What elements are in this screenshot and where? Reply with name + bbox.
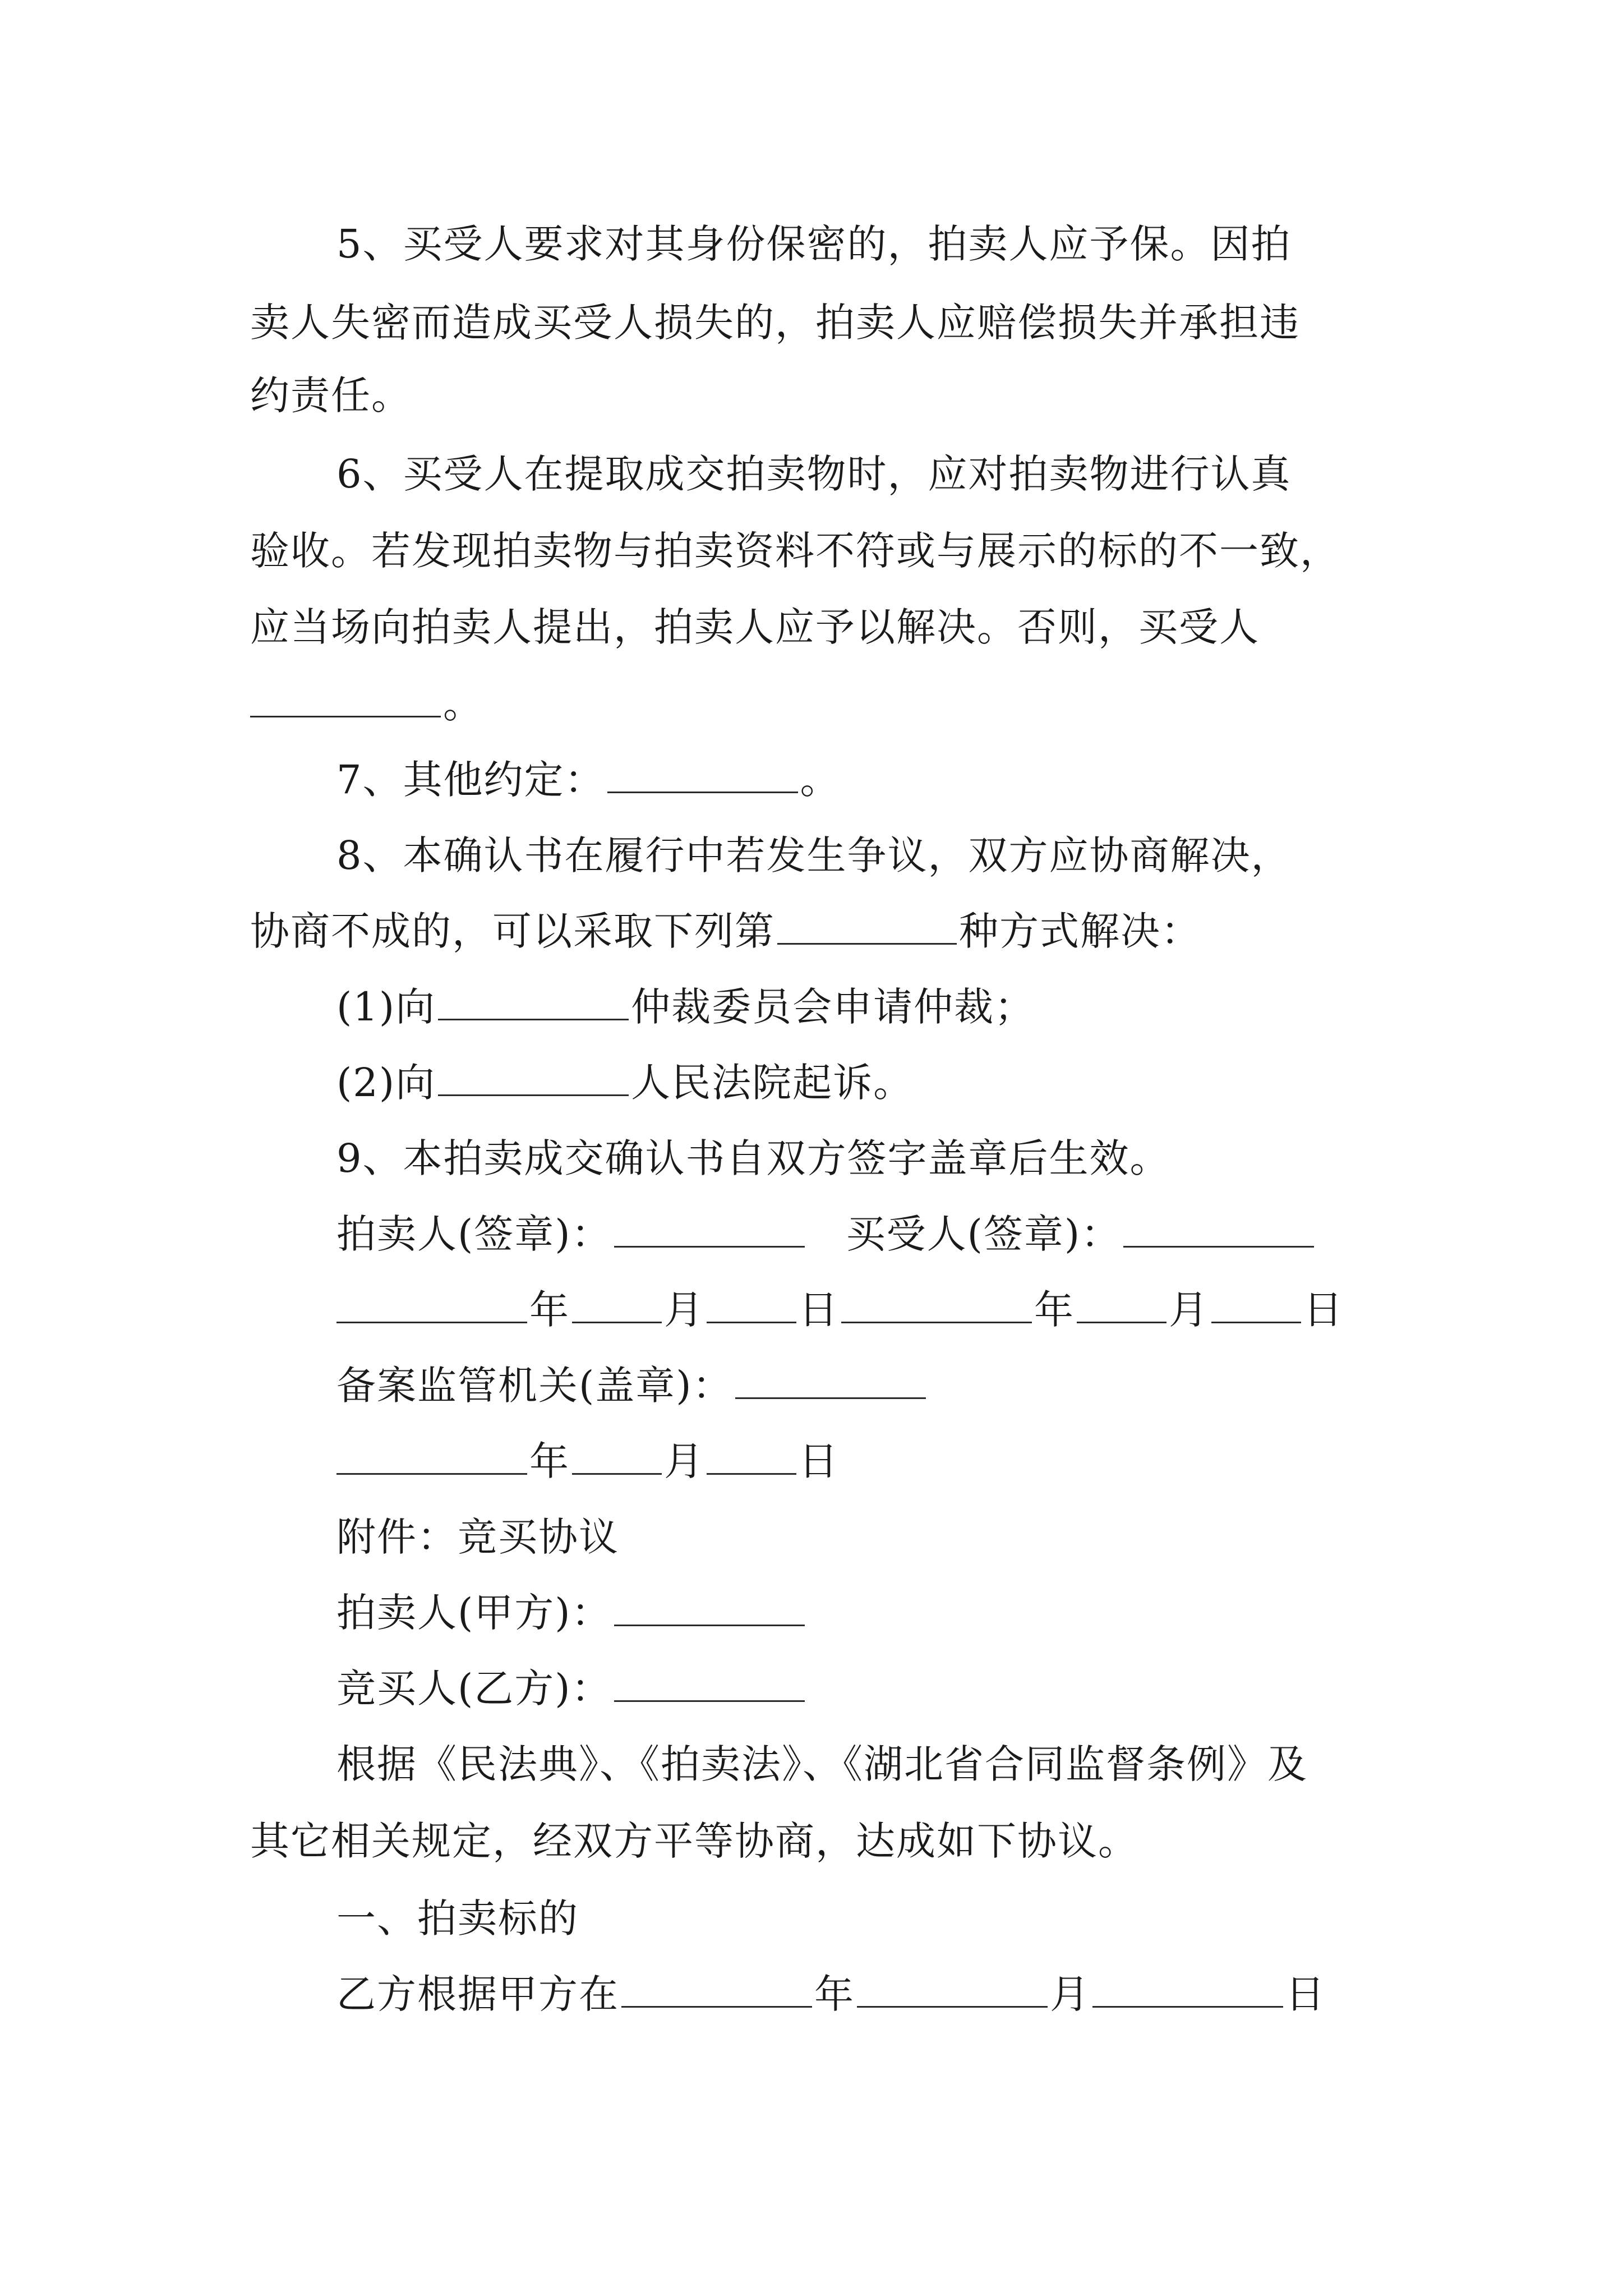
fill-blank[interactable]	[614, 1585, 805, 1626]
fill-blank[interactable]	[1211, 1282, 1301, 1323]
clause-6-line-3: 应当场向拍卖人提出，拍卖人应予以解决。否则，买受人	[250, 604, 1260, 650]
fill-blank[interactable]	[438, 1055, 629, 1096]
section-1-heading: 一、拍卖标的	[336, 1895, 579, 1941]
date-line-2: 年 月 日	[336, 1433, 839, 1489]
clause-8-line-2: 协商不成的，可以采取下列第 种方式解决：	[250, 903, 1201, 959]
clause-6-line-4: 。	[250, 676, 483, 732]
date-line-1: 年 月 日 年 月 日	[336, 1282, 1344, 1338]
clause-6-line-2: 验收。若发现拍卖物与拍卖资料不符或与展示的标的不一致，	[250, 528, 1340, 574]
fill-blank[interactable]	[1123, 1207, 1314, 1248]
fill-blank[interactable]	[1092, 1967, 1283, 2008]
clause-8-line-1: 8、本确认书在履行中若发生争议，双方应协商解决，	[336, 832, 1292, 878]
clause-8-option-1: (1)向 仲裁委员会申请仲裁；	[336, 979, 1035, 1035]
fill-blank[interactable]	[614, 1661, 805, 1702]
fill-blank[interactable]	[572, 1282, 662, 1323]
fill-blank[interactable]	[777, 904, 957, 945]
clause-5-line-3: 约责任。	[250, 372, 412, 418]
fill-blank[interactable]	[250, 677, 441, 717]
fill-blank[interactable]	[707, 1434, 796, 1475]
clause-5-line-2: 卖人失密而造成买受人损失的，拍卖人应赔偿损失并承担违	[250, 300, 1300, 346]
preamble-line-1: 根据《民法典》、《拍卖法》、《湖北省合同监督条例》及	[336, 1741, 1308, 1787]
clause-9: 9、本拍卖成交确认书自双方签字盖章后生效。	[336, 1135, 1170, 1181]
section-1-line-1: 乙方根据甲方在 年 月 日	[336, 1966, 1326, 2022]
signature-line: 拍卖人(签章)： 买受人(签章)：	[336, 1206, 1316, 1262]
preamble-line-2: 其它相关规定，经双方平等协商，达成如下协议。	[250, 1818, 1138, 1864]
fill-blank[interactable]	[1077, 1282, 1166, 1323]
fill-blank[interactable]	[841, 1282, 1032, 1323]
clause-7: 7、其他约定： 。	[336, 752, 841, 808]
fill-blank[interactable]	[438, 979, 629, 1020]
fill-blank[interactable]	[336, 1282, 527, 1323]
fill-blank[interactable]	[621, 1967, 812, 2008]
filing-authority-line: 备案监管机关(盖章)：	[336, 1358, 928, 1414]
clause-5-line-1: 5、买受人要求对其身份保密的，拍卖人应予保。因拍	[336, 221, 1292, 267]
fill-blank[interactable]	[607, 752, 798, 793]
clause-6-line-1: 6、买受人在提取成交拍卖物时，应对拍卖物进行认真	[336, 451, 1292, 497]
fill-blank[interactable]	[857, 1967, 1048, 2008]
fill-blank[interactable]	[735, 1358, 926, 1399]
attachment-title: 附件：竞买协议	[336, 1514, 619, 1560]
party-a-line: 拍卖人(甲方)：	[336, 1585, 807, 1641]
fill-blank[interactable]	[614, 1207, 805, 1248]
fill-blank[interactable]	[572, 1434, 662, 1475]
party-b-line: 竞买人(乙方)：	[336, 1660, 807, 1717]
clause-8-option-2: (2)向 人民法院起诉。	[336, 1055, 914, 1111]
fill-blank[interactable]	[707, 1282, 796, 1323]
fill-blank[interactable]	[336, 1434, 527, 1475]
